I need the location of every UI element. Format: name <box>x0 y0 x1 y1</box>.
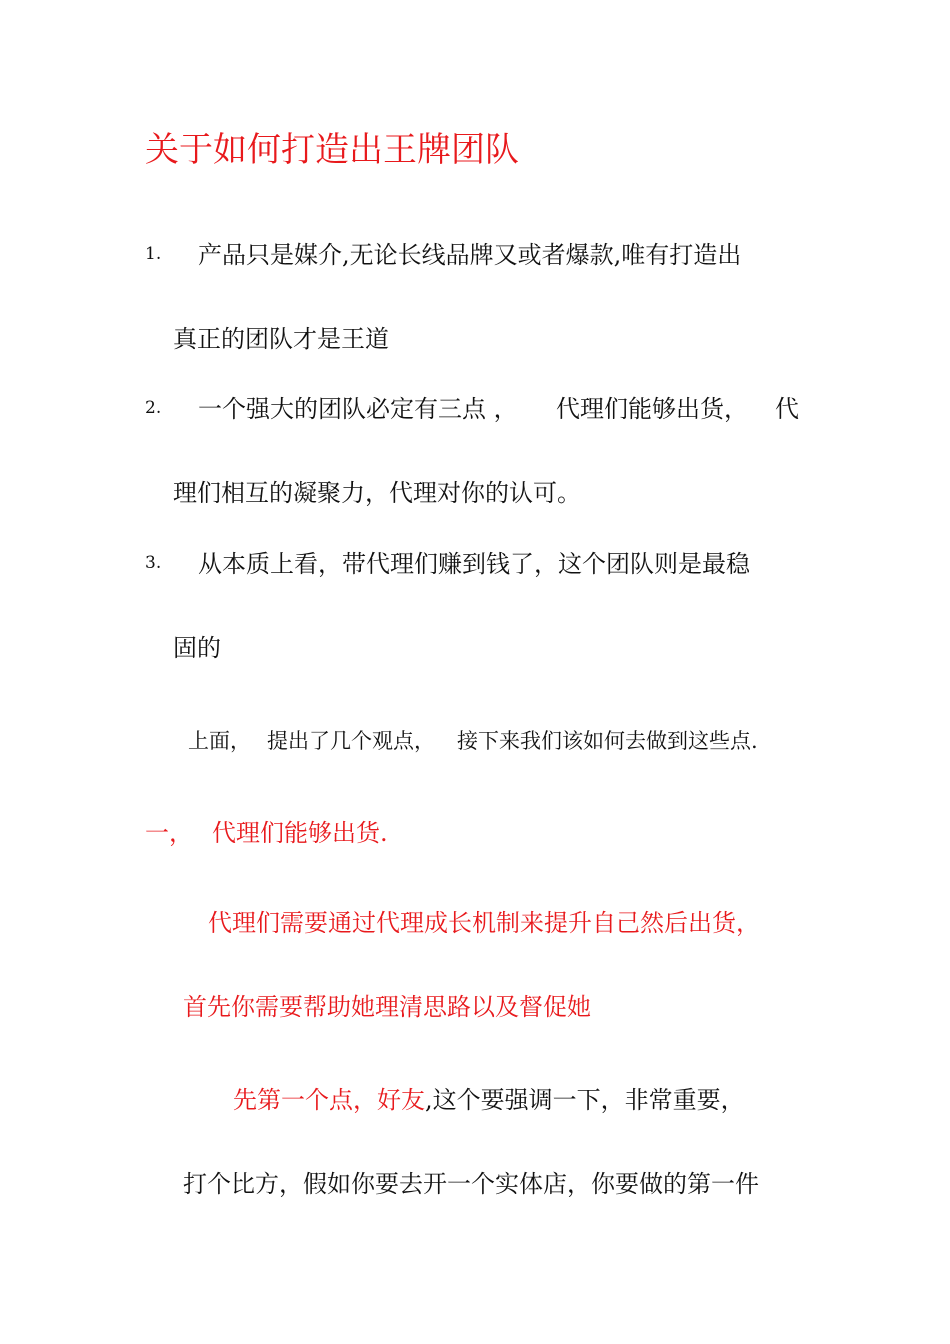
summary-part-2: 提出了几个观点， <box>267 729 435 753</box>
document-title: 关于如何打造出王牌团队 <box>145 130 519 170</box>
section-1-mixed-line <box>233 1088 745 1112</box>
section-1-heading-number: 一， <box>145 819 193 847</box>
item-2-line-1a: 一个强大的团队必定有三点 ， <box>198 395 518 423</box>
item-2-line-2: 理们相互的凝聚力，代理对你的认可。 <box>173 479 581 507</box>
item-3-line-2: 固的 <box>173 634 221 662</box>
section-1-heading-text: 代理们能够出货. <box>212 819 388 847</box>
section-1-mixed-black: ,这个要强调一下，非常重要， <box>425 1086 745 1114</box>
section-1-last-line: 打个比方，假如你要去开一个实体店，你要做的第一件 <box>183 1170 759 1198</box>
item-2-number: 2. <box>145 398 162 418</box>
summary-part-3: 接下来我们该如何去做到这些点. <box>457 729 758 753</box>
item-1-number: 1. <box>145 244 162 264</box>
section-1-mixed-red: 先第一个点，好友 <box>233 1086 425 1114</box>
summary-part-1: 上面， <box>188 729 251 753</box>
section-1-red-line-2: 首先你需要帮助她理清思路以及督促她 <box>183 993 591 1021</box>
item-2-line-1c: 代 <box>775 395 799 423</box>
item-3-number: 3. <box>145 553 162 573</box>
item-3-line-1: 从本质上看，带代理们赚到钱了，这个团队则是最稳 <box>198 550 750 578</box>
section-1-red-line-1: 代理们需要通过代理成长机制来提升自己然后出货， <box>208 909 760 937</box>
item-2-line-1b: 代理们能够出货， <box>556 395 748 423</box>
item-1-line-2: 真正的团队才是王道 <box>173 325 389 353</box>
item-1-line-1: 产品只是媒介,无论长线品牌又或者爆款,唯有打造出 <box>198 241 742 269</box>
